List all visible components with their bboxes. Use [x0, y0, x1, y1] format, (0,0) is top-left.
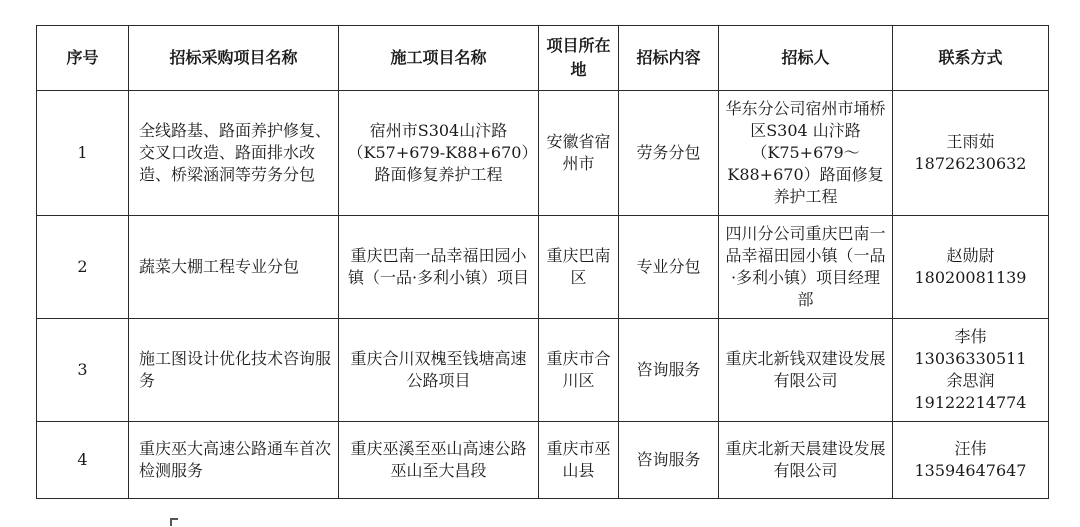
header-index: 序号 — [37, 26, 129, 91]
contact-phone: 19122214774 — [914, 393, 1027, 412]
cell-tenderer: 华东分公司宿州市埇桥区S304 山汴路（K75+679～K88+670）路面修复养护工程 — [719, 91, 893, 216]
cell-index: 3 — [37, 319, 129, 422]
contact-phone: 13036330511 — [914, 349, 1027, 368]
contact-phone: 18726230632 — [914, 154, 1027, 173]
cell-contact — [893, 216, 1049, 319]
cell-content: 劳务分包 — [619, 91, 719, 216]
cell-contact — [893, 422, 1049, 499]
cell-location: 重庆巴南区 — [539, 216, 619, 319]
cell-content: 咨询服务 — [619, 319, 719, 422]
cell-index: 1 — [37, 91, 129, 216]
header-procurement-name: 招标采购项目名称 — [129, 26, 339, 91]
cell-location: 重庆市合川区 — [539, 319, 619, 422]
cell-project-name: 重庆合川双槐至钱塘高速公路项目 — [339, 319, 539, 422]
cell-contact — [893, 319, 1049, 422]
cell-index: 4 — [37, 422, 129, 499]
table-row — [37, 422, 1049, 499]
cell-content: 咨询服务 — [619, 422, 719, 499]
cell-tenderer: 重庆北新钱双建设发展有限公司 — [719, 319, 893, 422]
header-tenderer: 招标人 — [719, 26, 893, 91]
contact-name: 王雨茹 — [946, 132, 995, 151]
cell-project-name: 宿州市S304山汴路（K57+679-K88+670）路面修复养护工程 — [339, 91, 539, 216]
contact-name: 李伟 — [954, 327, 987, 346]
cell-project-name: 重庆巴南一品幸福田园小镇（一品·多利小镇）项目 — [339, 216, 539, 319]
contact-name: 赵勋尉 — [946, 246, 995, 265]
header-row — [37, 26, 1049, 91]
contact-name: 余思润 — [946, 371, 995, 390]
cell-procurement-name: 重庆巫大高速公路通车首次检测服务 — [129, 422, 339, 499]
cell-tenderer: 重庆北新天晨建设发展有限公司 — [719, 422, 893, 499]
cell-project-name: 重庆巫溪至巫山高速公路巫山至大昌段 — [339, 422, 539, 499]
cell-procurement-name: 蔬菜大棚工程专业分包 — [129, 216, 339, 319]
table-row — [37, 319, 1049, 422]
cell-location: 安徽省宿州市 — [539, 91, 619, 216]
cell-tenderer: 四川分公司重庆巴南一品幸福田园小镇（一品·多利小镇）项目经理部 — [719, 216, 893, 319]
table-row — [37, 91, 1049, 216]
cell-location: 重庆市巫山县 — [539, 422, 619, 499]
header-contact: 联系方式 — [893, 26, 1049, 91]
bid-table — [36, 25, 1049, 499]
cell-procurement-name: 施工图设计优化技术咨询服务 — [129, 319, 339, 422]
cell-procurement-name: 全线路基、路面养护修复、交叉口改造、路面排水改造、桥梁涵洞等劳务分包 — [129, 91, 339, 216]
header-project-name: 施工项目名称 — [339, 26, 539, 91]
contact-phone: 13594647647 — [914, 461, 1027, 480]
cell-content: 专业分包 — [619, 216, 719, 319]
contact-phone: 18020081139 — [914, 268, 1027, 287]
header-content: 招标内容 — [619, 26, 719, 91]
header-location: 项目所在地 — [539, 26, 619, 91]
cell-contact — [893, 91, 1049, 216]
contact-name: 汪伟 — [954, 439, 987, 458]
table-row — [37, 216, 1049, 319]
cell-index: 2 — [37, 216, 129, 319]
page-corner-mark — [170, 518, 178, 526]
